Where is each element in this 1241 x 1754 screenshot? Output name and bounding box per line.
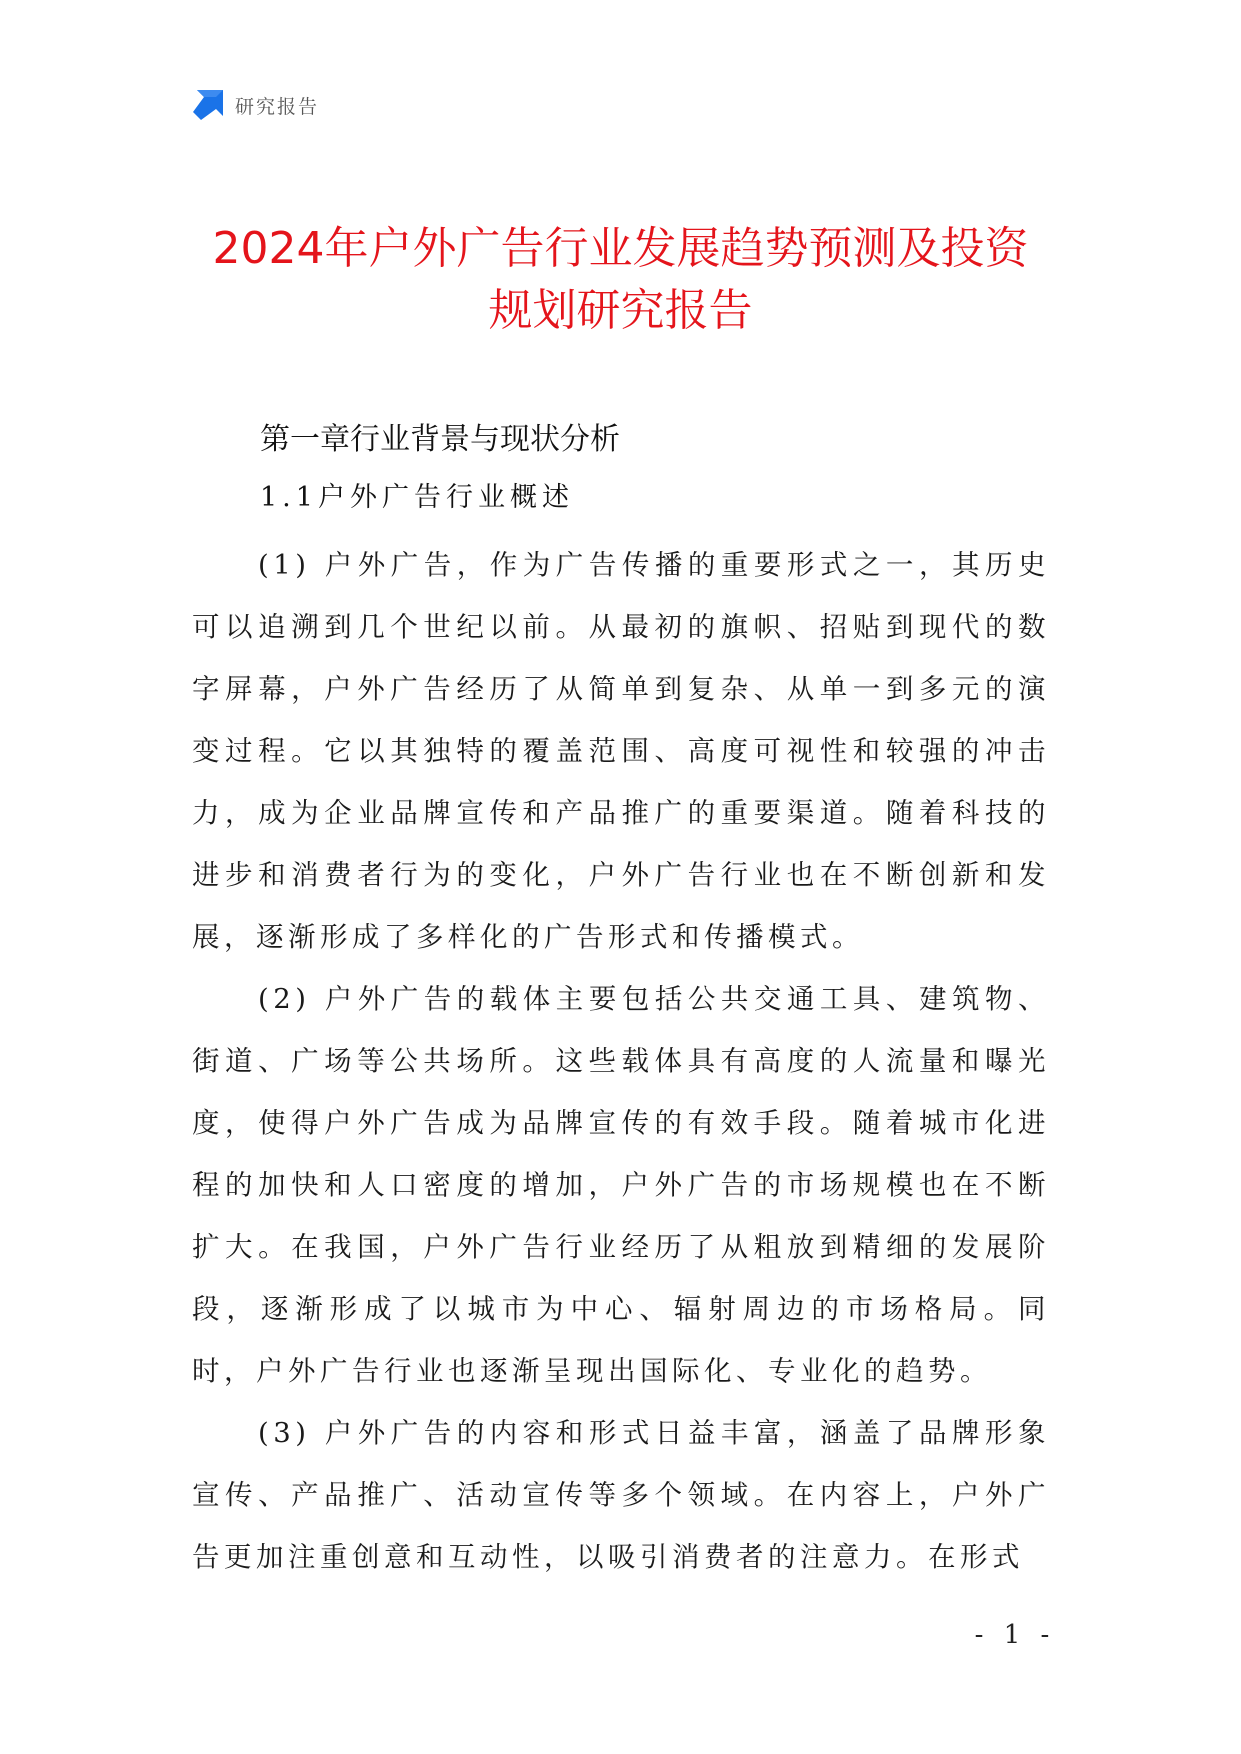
section-heading: 1.1户外广告行业概述 (260, 482, 574, 513)
page-number: - 1 - (974, 1620, 1056, 1650)
document-body (192, 420, 1050, 1588)
title-line-1: 2024年户外广告行业发展趋势预测及投资 (212, 223, 1029, 274)
chapter-heading: 第一章行业背景与现状分析 (260, 422, 620, 457)
arrow-logo-icon (191, 88, 225, 122)
page-header (191, 88, 319, 122)
paragraph-1: (1) 户外广告，作为广告传播的重要形式之一，其历史可以追溯到几个世纪以前。从最初的旗帜、招贴到现代的数字屏幕，户外广告经历了从简单到复杂、从单一到多元的演变过程。它以其独特的覆盖范围、高度可视性和较强的冲击力，成为企业品牌宣传和产品推广的重要渠道。随着科技的进步和消费者行为的变化，户外广告行业也在不断创新和发展，逐渐形成了多样化的广告形式和传播模式。 (192, 549, 1050, 953)
header-label: 研究报告 (235, 95, 320, 118)
title-line-2: 规划研究报告 (488, 285, 753, 336)
paragraph-2: (2) 户外广告的载体主要包括公共交通工具、建筑物、街道、广场等公共场所。这些载体具有高度的人流量和曝光度，使得户外广告成为品牌宣传的有效手段。随着城市化进程的加快和人口密度的增加，户外广告的市场规模也在不断扩大。在我国，户外广告行业经历了从粗放到精细的发展阶段，逐渐形成了以城市为中心、辐射周边的市场格局。同时，户外广告行业也逐渐呈现出国际化、专业化的趋势。 (192, 983, 1050, 1387)
paragraph-3: (3) 户外广告的内容和形式日益丰富，涵盖了品牌形象宣传、产品推广、活动宣传等多个领域。在内容上，户外广告更加注重创意和互动性，以吸引消费者的注意力。在形式 (192, 1417, 1050, 1573)
document-title (150, 218, 1091, 342)
